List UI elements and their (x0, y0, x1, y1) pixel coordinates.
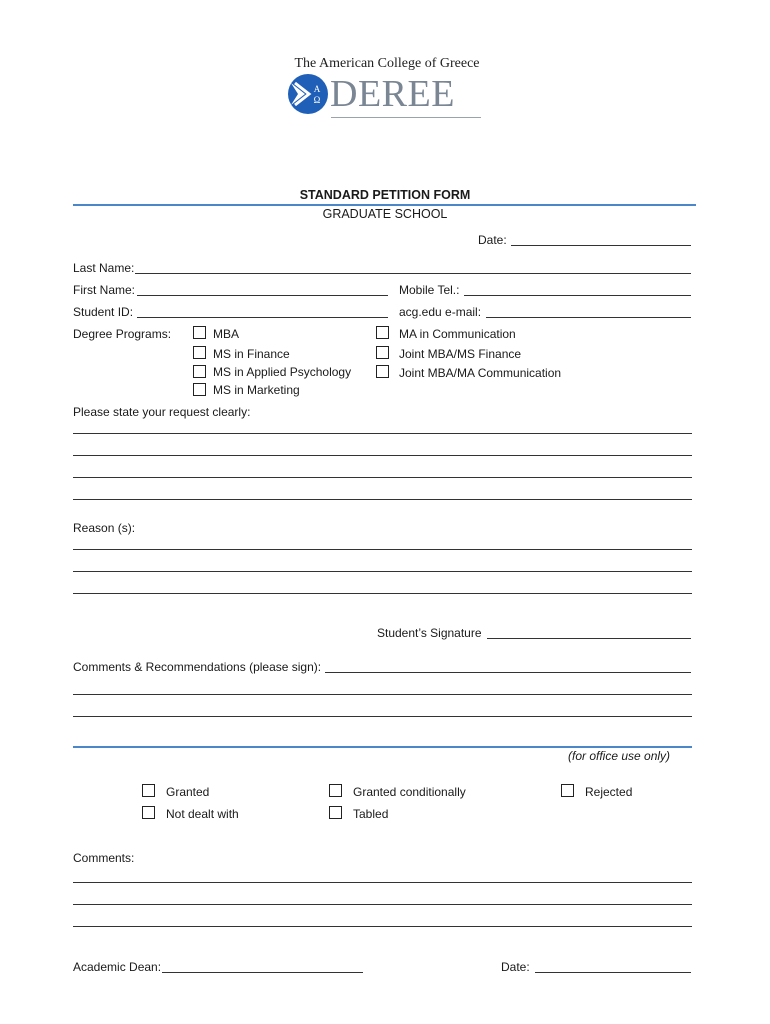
granted-conditionally-checkbox[interactable] (329, 784, 342, 797)
office-comments-line[interactable] (73, 904, 692, 905)
request-line[interactable] (73, 477, 692, 478)
student-id-label: Student ID: (73, 305, 134, 319)
date-label: Date: (478, 233, 507, 247)
rejected-checkbox[interactable] (561, 784, 574, 797)
reason-line[interactable] (73, 571, 692, 572)
office-comments-line[interactable] (73, 882, 692, 883)
student-id-field[interactable] (137, 317, 388, 318)
signature-field[interactable] (487, 638, 691, 639)
comments-recommendations-field[interactable] (325, 672, 691, 673)
granted-label: Granted (166, 785, 210, 799)
signature-label: Student’s Signature (377, 626, 482, 640)
mobile-field[interactable] (464, 295, 691, 296)
request-line[interactable] (73, 455, 692, 456)
program-label: Joint MBA/MS Finance (399, 347, 522, 361)
ms-marketing-checkbox[interactable] (193, 383, 206, 396)
form-title: STANDARD PETITION FORM (299, 188, 471, 202)
office-use-divider (73, 746, 692, 748)
program-label: Joint MBA/MA Communication (399, 366, 562, 380)
office-comments-label: Comments: (73, 851, 135, 865)
office-comments-line[interactable] (73, 926, 692, 927)
granted-conditionally-label: Granted conditionally (353, 785, 466, 799)
joint-mba-ma-communication-checkbox[interactable] (376, 365, 389, 378)
college-name: The American College of Greece (294, 56, 480, 71)
deree-logo-icon (286, 72, 330, 116)
tabled-label: Tabled (353, 807, 389, 821)
reason-line[interactable] (73, 549, 692, 550)
logo-wordmark: DEREE (330, 73, 455, 115)
reason-line[interactable] (73, 593, 692, 594)
title-divider (73, 204, 696, 206)
tabled-checkbox[interactable] (329, 806, 342, 819)
date-field[interactable] (511, 245, 691, 246)
form-subtitle: GRADUATE SCHOOL (322, 207, 448, 221)
logo-underline (331, 117, 481, 118)
first-name-label: First Name: (73, 283, 136, 297)
rejected-label: Rejected (585, 785, 633, 799)
reason-label: Reason (s): (73, 521, 136, 535)
request-label: Please state your request clearly: (73, 405, 251, 419)
svg-text:Ω: Ω (313, 95, 321, 105)
comments-recommendations-line[interactable] (73, 694, 692, 695)
email-field[interactable] (486, 317, 691, 318)
ma-communication-checkbox[interactable] (376, 326, 389, 339)
ms-finance-checkbox[interactable] (193, 346, 206, 359)
not-dealt-with-label: Not dealt with (166, 807, 239, 821)
program-label: MS in Marketing (213, 383, 300, 397)
svg-text:A: A (313, 84, 321, 94)
program-label: MS in Finance (213, 347, 290, 361)
office-date-label: Date: (501, 960, 530, 974)
request-line[interactable] (73, 433, 692, 434)
academic-dean-field[interactable] (162, 972, 363, 973)
office-use-note: (for office use only) (568, 749, 671, 763)
program-label: MBA (213, 327, 240, 341)
mba-checkbox[interactable] (193, 326, 206, 339)
program-label: MA in Communication (399, 327, 516, 341)
office-date-field[interactable] (535, 972, 691, 973)
last-name-field[interactable] (135, 273, 691, 274)
degree-programs-label: Degree Programs: (73, 327, 172, 341)
mobile-label: Mobile Tel.: (399, 283, 460, 297)
last-name-label: Last Name: (73, 261, 135, 275)
comments-recommendations-line[interactable] (73, 716, 692, 717)
joint-mba-ms-finance-checkbox[interactable] (376, 346, 389, 359)
granted-checkbox[interactable] (142, 784, 155, 797)
program-label: MS in Applied Psychology (213, 365, 352, 379)
request-line[interactable] (73, 499, 692, 500)
ms-applied-psychology-checkbox[interactable] (193, 365, 206, 378)
first-name-field[interactable] (137, 295, 388, 296)
not-dealt-with-checkbox[interactable] (142, 806, 155, 819)
comments-recommendations-label: Comments & Recommendations (please sign): (73, 660, 322, 674)
academic-dean-label: Academic Dean: (73, 960, 162, 974)
email-label: acg.edu e-mail: (399, 305, 482, 319)
